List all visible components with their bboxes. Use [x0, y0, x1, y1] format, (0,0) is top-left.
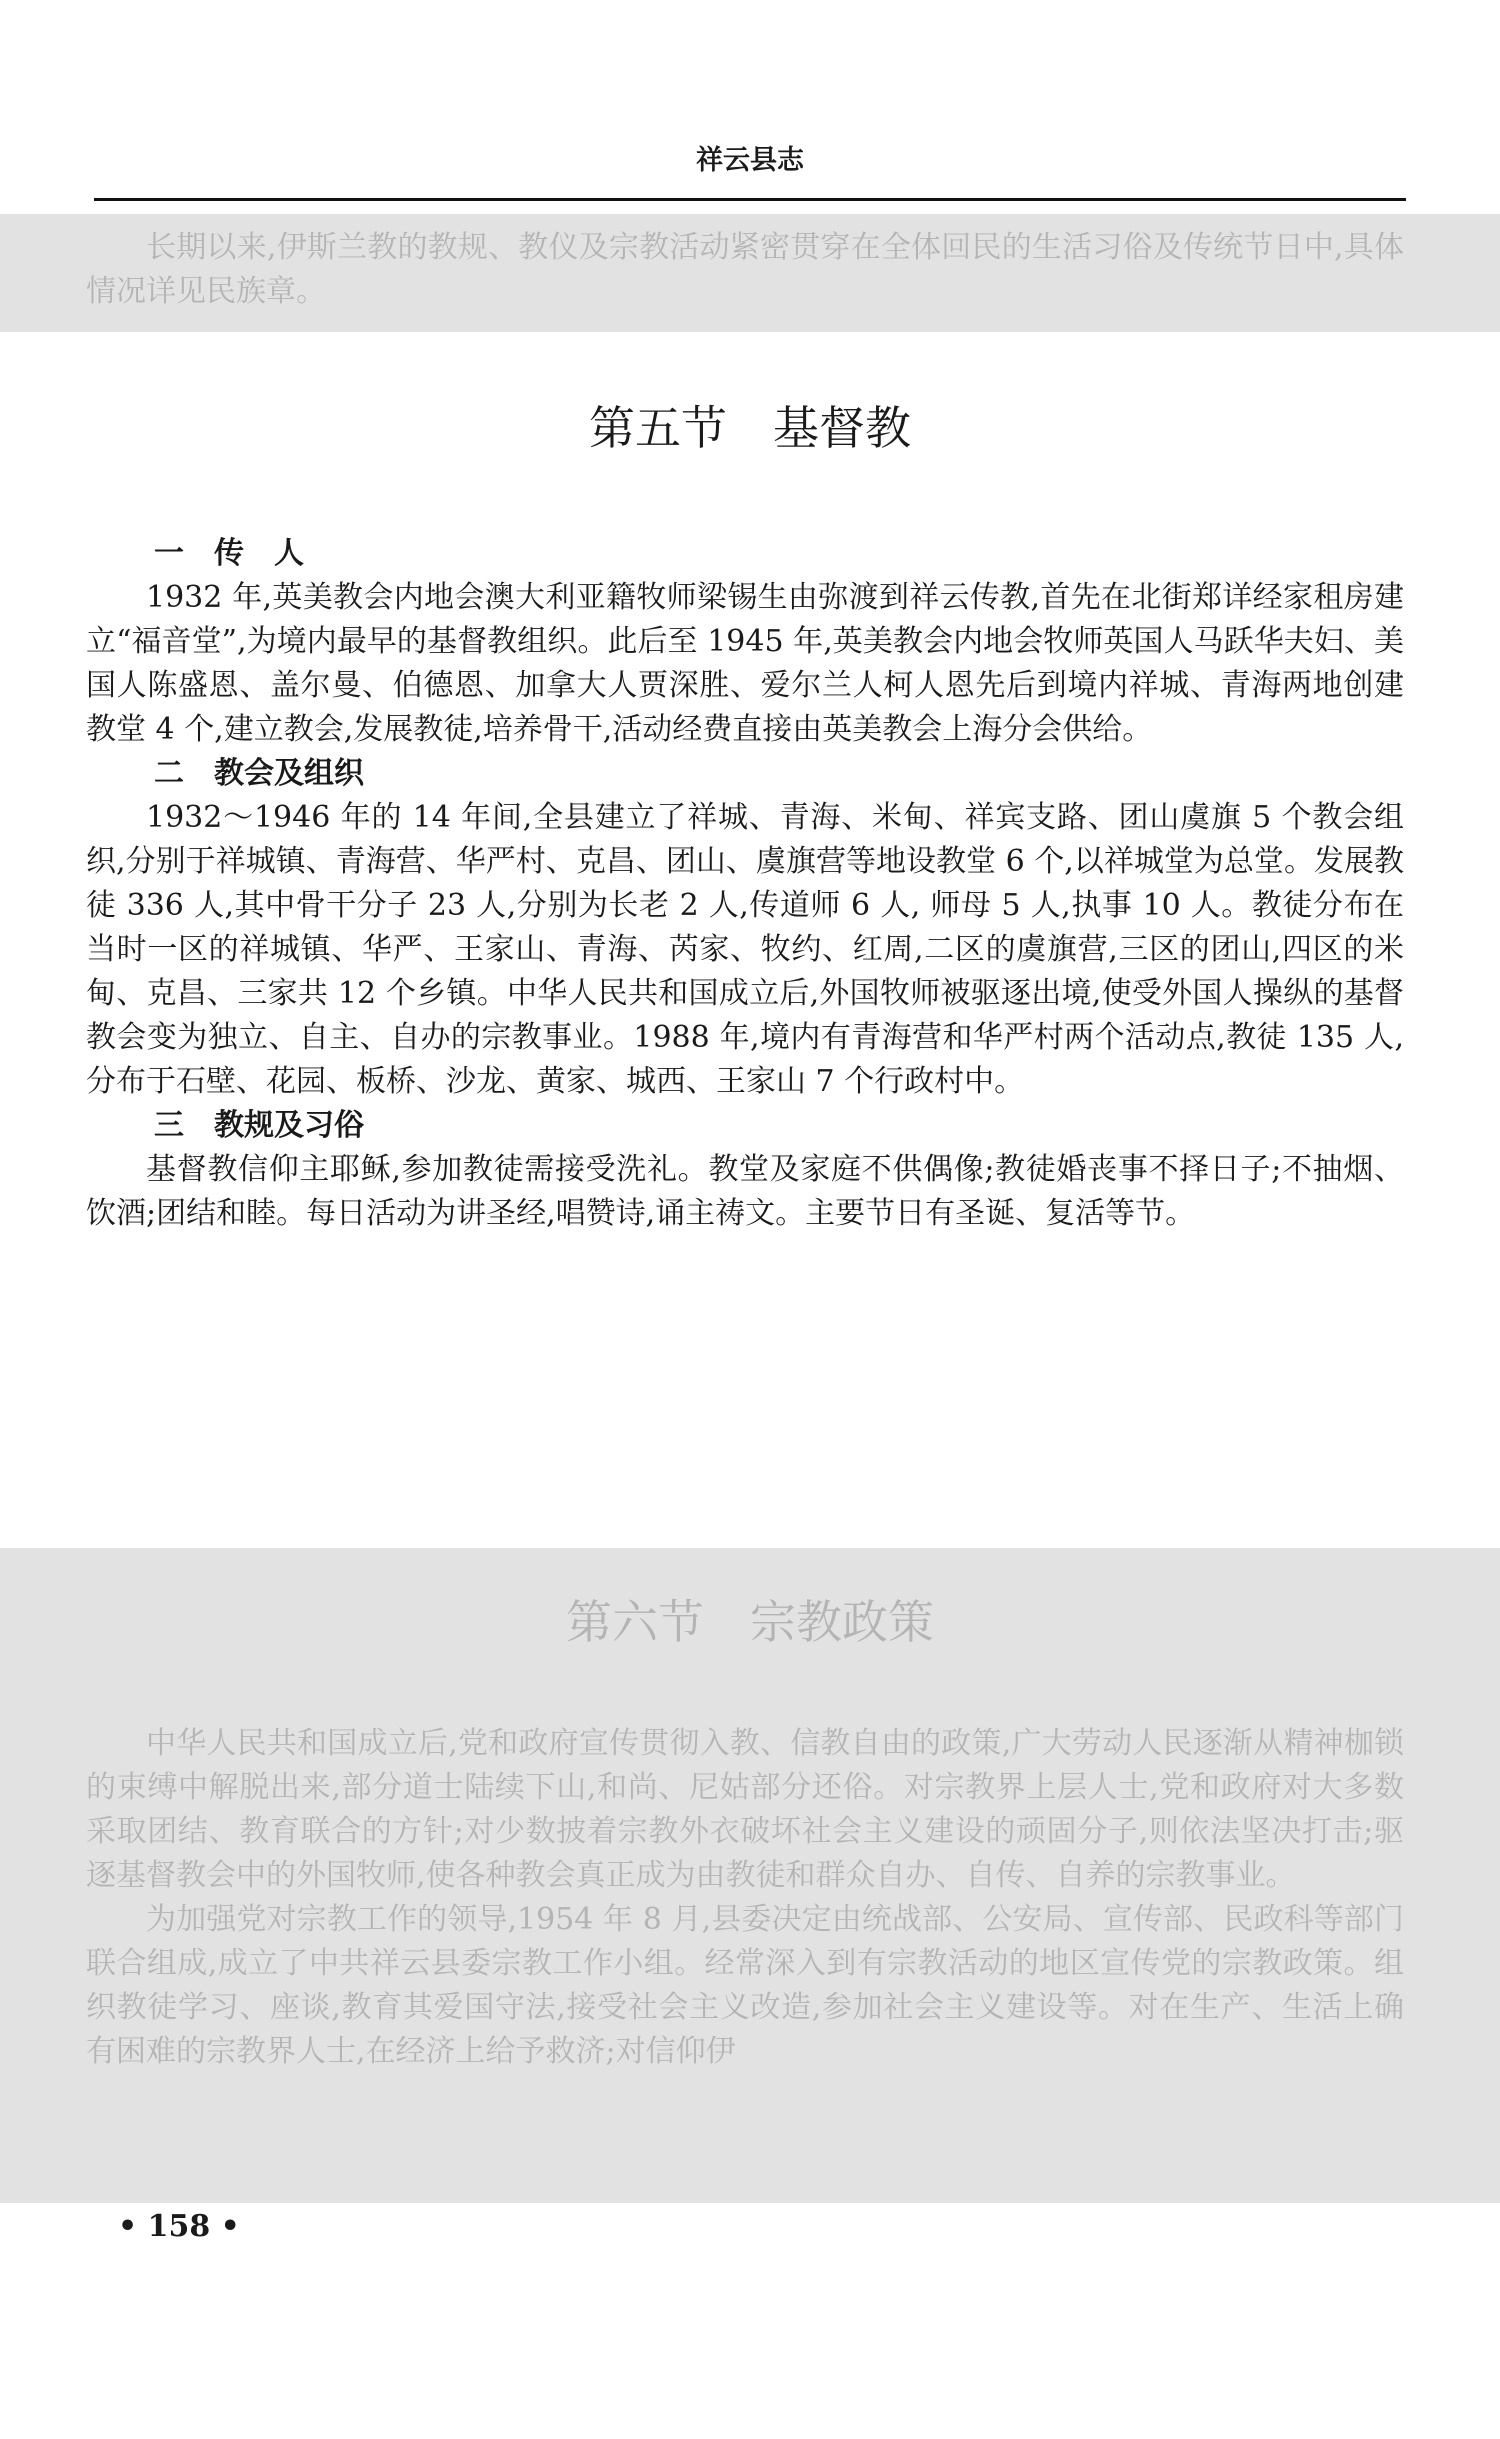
- intro-paragraph: 长期以来,伊斯兰教的教规、教仪及宗教活动紧密贯穿在全体回民的生活习俗及传统节日中,具体情况详见民族章。: [86, 230, 1404, 309]
- subsection-heading-3: 三 教规及习俗: [154, 1108, 364, 1143]
- intro-paragraph-block: [86, 226, 1404, 314]
- header-rule: [94, 198, 1406, 201]
- section6-title: 第六节 宗教政策: [566, 1595, 934, 1649]
- subsection-heading-1: 一 传 人: [154, 536, 304, 571]
- section6-paragraph: 中华人民共和国成立后,党和政府宣传贯彻入教、信教自由的政策,广大劳动人民逐渐从精神枷锁的束缚中解脱出来,部分道士陆续下山,和尚、尼姑部分还俗。对宗教界上层人士,党和政府对大多数采取团结、教育联合的方针;对少数披着宗教外衣破坏社会主义建设的顽固分子,则依法坚决打击;驱逐基督教会中的外国牧师,使各种教会真正成为由教徒和群众自办、自传、自养的宗教事业。: [86, 1726, 1404, 1893]
- running-header: 祥云县志: [696, 145, 804, 176]
- subsection-1-paragraph: 1932 年,英美教会内地会澳大利亚籍牧师梁锡生由弥渡到祥云传教,首先在北街郑详经家租房建立“福音堂”,为境内最早的基督教组织。此后至 1945 年,英美教会内地会牧师英国人马跃华夫妇、美国人陈盛恩、盖尔曼、伯德恩、加拿大人贾深胜、爱尔兰人柯人恩先后到境内祥城、青海两地创建教堂 4 个,建立教会,发展教徒,培养骨干,活动经费直接由英美教会上海分会供给。: [86, 580, 1404, 747]
- page-number: • 158 •: [118, 2209, 240, 2244]
- section5-body: [86, 532, 1404, 1236]
- subsection-2-paragraph: 1932～1946 年的 14 年间,全县建立了祥城、青海、米甸、祥宾支路、团山虞旗 5 个教会组织,分别于祥城镇、青海营、华严村、克昌、团山、虞旗营等地设教堂 6 个,以祥城堂为总堂。发展教徒 336 人,其中骨干分子 23 人,分别为长老 2 人,传道师 6 人, 师母 5 人,执事 10 人。教徒分布在当时一区的祥城镇、华严、王家山、青海、芮家、牧约、红周,二区的虞旗营,三区的团山,四区的米甸、克昌、三家共 12 个乡镇。中华人民共和国成立后,外国牧师被驱逐出境,使受外国人操纵的基督教会变为独立、自主、自办的宗教事业。1988 年,境内有青海营和华严村两个活动点,教徒 135 人,分布于石壁、花园、板桥、沙龙、黄家、城西、王家山 7 个行政村中。: [86, 800, 1404, 1099]
- section5-title: 第五节 基督教: [589, 401, 911, 455]
- section6-paragraph: 为加强党对宗教工作的领导,1954 年 8 月,县委决定由统战部、公安局、宣传部、民政科等部门联合组成,成立了中共祥云县委宗教工作小组。经常深入到有宗教活动的地区宣传党的宗教政策。组织教徒学习、座谈,教育其爱国守法,接受社会主义改造,参加社会主义建设等。对在生产、生活上确有困难的宗教界人士,在经济上给予救济;对信仰伊: [86, 1902, 1404, 2069]
- section6-body: [86, 1722, 1404, 2074]
- subsection-heading-2: 二 教会及组织: [154, 756, 364, 791]
- subsection-3-paragraph: 基督教信仰主耶稣,参加教徒需接受洗礼。教堂及家庭不供偶像;教徒婚丧事不择日子;不抽烟、饮酒;团结和睦。每日活动为讲圣经,唱赞诗,诵主祷文。主要节日有圣诞、复活等节。: [86, 1152, 1404, 1231]
